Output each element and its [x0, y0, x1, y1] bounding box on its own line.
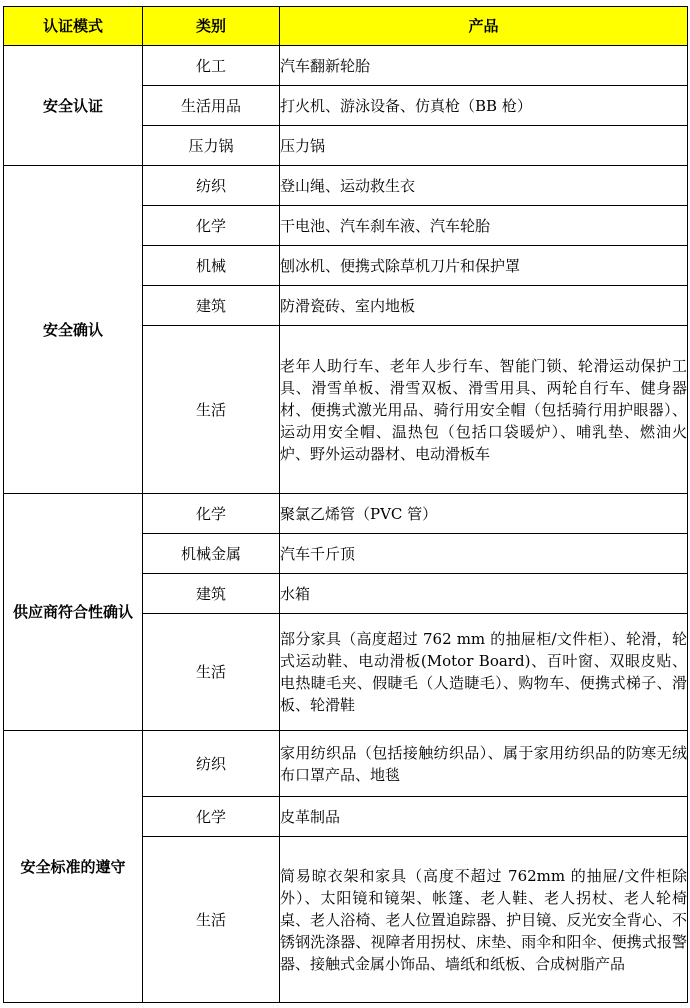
products-cell: 压力锅: [280, 126, 688, 166]
products-cell: 家用纺织品（包括接触纺织品）、属于家用纺织品的防寒无绒布口罩产品、地毯: [280, 731, 688, 797]
category-cell: 生活: [143, 326, 280, 494]
products-cell: 部分家具（高度超过 762 mm 的抽屉柜/文件柜）、轮滑，轮式运动鞋、电动滑板(Motor Board)、百叶窗、双眼皮贴、电热睫毛夹、假睫毛（人造睫毛）、购物车、便携式梯子、滑板、轮滑鞋: [280, 614, 688, 731]
header-category: 类别: [143, 7, 280, 46]
category-cell: 化学: [143, 206, 280, 246]
category-cell: 生活用品: [143, 86, 280, 126]
mode-cell: 供应商符合性确认: [4, 494, 143, 731]
category-cell: 化学: [143, 797, 280, 837]
certification-table: [3, 6, 688, 1003]
products-cell: 聚氯乙烯管（PVC 管）: [280, 494, 688, 534]
table-row: [4, 494, 688, 534]
products-cell: 打火机、游泳设备、仿真枪（BB 枪）: [280, 86, 688, 126]
products-cell: 防滑瓷砖、室内地板: [280, 286, 688, 326]
category-cell: 建筑: [143, 286, 280, 326]
header-product: 产品: [280, 7, 688, 46]
products-cell: 干电池、汽车刹车液、汽车轮胎: [280, 206, 688, 246]
products-cell: 登山绳、运动救生衣: [280, 166, 688, 206]
products-cell: 汽车翻新轮胎: [280, 46, 688, 86]
category-cell: 机械金属: [143, 534, 280, 574]
products-cell: 水箱: [280, 574, 688, 614]
products-cell: 老年人助行车、老年人步行车、智能门锁、轮滑运动保护工具、滑雪单板、滑雪双板、滑雪用具、两轮自行车、健身器材、便携式激光用品、骑行用安全帽（包括骑行用护眼器）、运动用安全帽、温热包（包括口袋暖炉）、哺乳垫、燃油火炉、野外运动器材、电动滑板车: [280, 326, 688, 494]
products-cell: 简易晾衣架和家具（高度不超过 762mm 的抽屉/文件柜除外）、太阳镜和镜架、帐篷、老人鞋、老人拐杖、老人轮椅桌、老人浴椅、老人位置追踪器、护目镜、反光安全背心、不锈钢洗涤器、视障者用拐杖、床垫、雨伞和阳伞、便携式报警器、接触式金属小饰品、墙纸和纸板、合成树脂产品: [280, 837, 688, 1003]
category-cell: 纺织: [143, 166, 280, 206]
category-cell: 生活: [143, 837, 280, 1003]
header-mode: 认证模式: [4, 7, 143, 46]
table-header: [4, 7, 688, 46]
table-row: [4, 731, 688, 797]
table-row: [4, 46, 688, 86]
category-cell: 化工: [143, 46, 280, 86]
table-body: [4, 46, 688, 1003]
products-cell: 汽车千斤顶: [280, 534, 688, 574]
category-cell: 压力锅: [143, 126, 280, 166]
mode-cell: 安全标准的遵守: [4, 731, 143, 1003]
mode-cell: 安全确认: [4, 166, 143, 494]
header-row: [4, 7, 688, 46]
category-cell: 机械: [143, 246, 280, 286]
category-cell: 建筑: [143, 574, 280, 614]
category-cell: 化学: [143, 494, 280, 534]
mode-cell: 安全认证: [4, 46, 143, 166]
products-cell: 刨冰机、便携式除草机刀片和保护罩: [280, 246, 688, 286]
category-cell: 生活: [143, 614, 280, 731]
category-cell: 纺织: [143, 731, 280, 797]
table-row: [4, 166, 688, 206]
products-cell: 皮革制品: [280, 797, 688, 837]
